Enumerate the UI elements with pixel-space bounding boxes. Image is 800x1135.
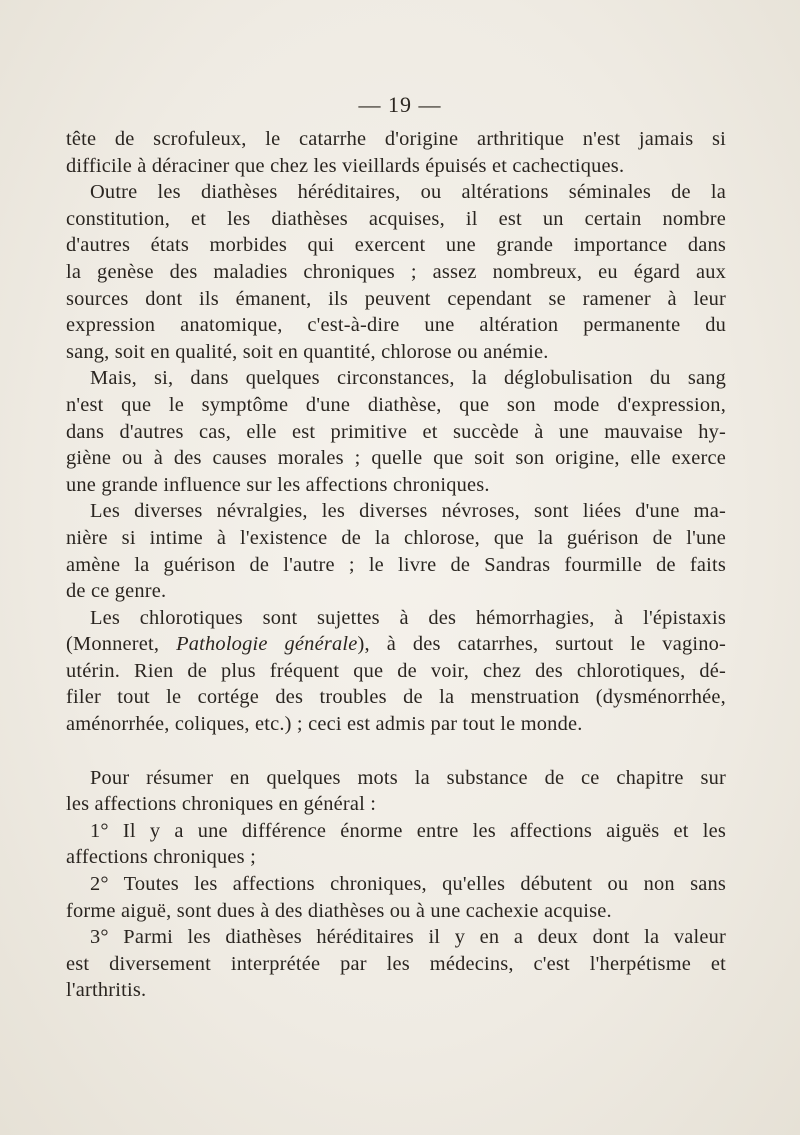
text-fragment: (Monneret, bbox=[66, 633, 177, 656]
text-line: les affections chroniques en général : bbox=[66, 793, 377, 816]
text-line: Outre les diathèses héréditaires, ou altérations séminales de la bbox=[90, 181, 726, 204]
text-line: 2° Toutes les affections chroniques, qu'elles débutent ou non sans bbox=[90, 873, 726, 896]
text-line: filer tout le cortége des troubles de la menstruation (dysménorrhée, bbox=[66, 686, 726, 709]
text-line: Pour résumer en quelques mots la substance de ce chapitre sur bbox=[90, 766, 726, 789]
text-line: aménorrhée, coliques, etc.) ; ceci est admis par tout le monde. bbox=[66, 713, 583, 736]
text-line: difficile à déraciner que chez les vieillards épuisés et cachectiques. bbox=[66, 154, 625, 177]
italic-book-title: Pathologie générale bbox=[176, 633, 358, 656]
text-line: giène ou à des causes morales ; quelle que soit son origine, elle exerce bbox=[66, 447, 726, 470]
text-line: amène la guérison de l'autre ; le livre de Sandras fourmille de faits bbox=[66, 553, 726, 576]
text-line: affections chroniques ; bbox=[66, 846, 256, 869]
text-line: l'arthritis. bbox=[66, 979, 147, 1002]
paragraph-gap bbox=[66, 738, 726, 765]
text-line: utérin. Rien de plus fréquent que de voir, chez des chlorotiques, dé- bbox=[66, 659, 726, 682]
text-line: d'autres états morbides qui exercent une grande importance dans bbox=[66, 234, 726, 257]
text-line: 1° Il y a une différence énorme entre les affections aiguës et les bbox=[90, 819, 726, 842]
text-line: tête de scrofuleux, le catarrhe d'origine arthritique n'est jamais si bbox=[66, 128, 726, 150]
text-line: constitution, et les diathèses acquises, il est un certain nombre bbox=[66, 207, 726, 230]
text-line: Les chlorotiques sont sujettes à des hémorrhagies, à l'épistaxis bbox=[90, 606, 726, 629]
text-line: la genèse des maladies chroniques ; assez nombreux, eu égard aux bbox=[66, 260, 726, 283]
body-text bbox=[66, 126, 726, 1004]
text-fragment: ), à des catarrhes, surtout le vagino- bbox=[357, 633, 726, 656]
text-line: n'est que le symptôme d'une diathèse, que son mode d'expression, bbox=[66, 393, 726, 416]
text-line: une grande influence sur les affections chroniques. bbox=[66, 473, 490, 496]
page-number-header: — 19 — bbox=[358, 92, 442, 117]
text-line: dans d'autres cas, elle est primitive et succède à une mauvaise hy- bbox=[66, 420, 726, 443]
text-line: 3° Parmi les diathèses héréditaires il y en a deux dont la valeur bbox=[90, 926, 726, 949]
text-line: Mais, si, dans quelques circonstances, la déglobulisation du sang bbox=[90, 367, 726, 390]
text-line: est diversement interprétée par les médecins, c'est l'herpétisme et bbox=[66, 952, 726, 975]
text-line: nière si intime à l'existence de la chlorose, que la guérison de l'une bbox=[66, 526, 726, 549]
text-line bbox=[66, 631, 726, 658]
text-line: sources dont ils émanent, ils peuvent cependant se ramener à leur bbox=[66, 287, 726, 310]
text-line: de ce genre. bbox=[66, 580, 167, 603]
text-line: sang, soit en qualité, soit en quantité, chlorose ou anémie. bbox=[66, 340, 549, 363]
text-line: forme aiguë, sont dues à des diathèses ou à une cachexie acquise. bbox=[66, 899, 612, 922]
text-line: expression anatomique, c'est-à-dire une altération permanente du bbox=[66, 314, 726, 337]
text-line: Les diverses névralgies, les diverses névroses, sont liées d'une ma- bbox=[90, 500, 726, 523]
